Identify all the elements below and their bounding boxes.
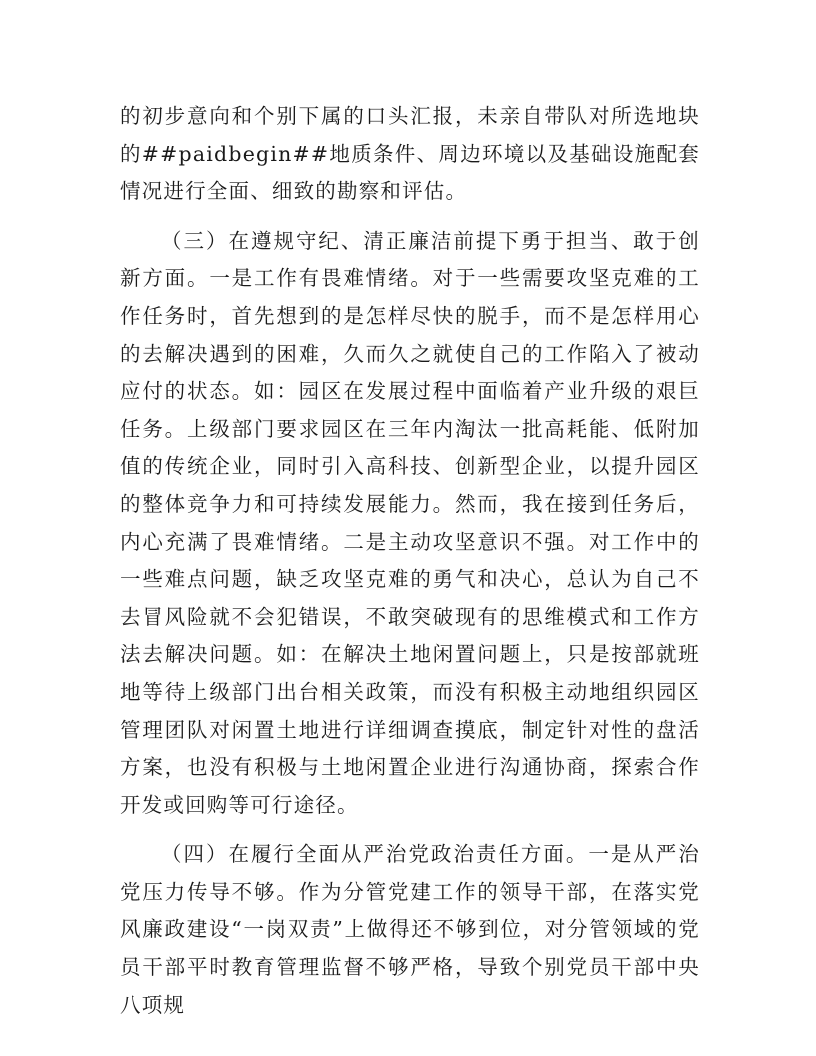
paragraph-section-four: （四）在履行全面从严治党政治责任方面。一是从严治党压力传导不够。作为分管党建工作的领导干部，在落实党风廉政建设“一岗双责”上做得还不够到位，对分管领域的党员干部平时教育管理监督不够严格，导致个别党员干部中央八项规 (120, 842, 700, 1017)
document-body (120, 98, 700, 1036)
paragraph-section-three: （三）在遵规守纪、清正廉洁前提下勇于担当、敢于创新方面。一是工作有畏难情绪。对于一些需要攻坚克难的工作任务时，首先想到的是怎样尽快的脱手，而不是怎样用心的去解决遇到的困难，久而久之就使自己的工作陷入了被动应付的状态。如：园区在发展过程中面临着产业升级的艰巨任务。上级部门要求园区在三年内淘汰一批高耗能、低附加值的传统企业，同时引入高科技、创新型企业，以提升园区的整体竞争力和可持续发展能力。然而，我在接到任务后，内心充满了畏难情绪。二是主动攻坚意识不强。对工作中的一些难点问题，缺乏攻坚克难的勇气和决心，总认为自己不去冒风险就不会犯错误，不敢突破现有的思维模式和工作方法去解决问题。如：在解决土地闲置问题上，只是按部就班地等待上级部门出台相关政策，而没有积极主动地组织园区管理团队对闲置土地进行详细调查摸底，制定针对性的盘活方案，也没有积极与土地闲置企业进行沟通协商，探索合作开发或回购等可行途径。 (120, 228, 700, 817)
paragraph-continuation: 的初步意向和个别下属的口头汇报，未亲自带队对所选地块的##paidbegin##地质条件、周边环境以及基础设施配套情况进行全面、细致的勘察和评估。 (120, 104, 700, 204)
